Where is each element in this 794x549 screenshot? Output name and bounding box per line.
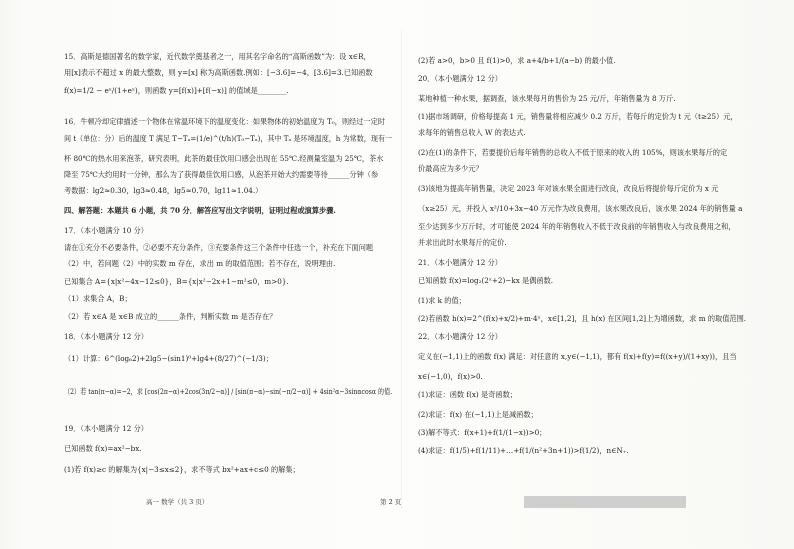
question-line: （2）若 x∈A 是 x∈B 成立的______条件，判断实数 m 是否存在？: [64, 312, 277, 321]
question-line: 19．（本小题满分 12 分）: [64, 424, 148, 433]
column-divider: [401, 30, 402, 510]
question-line: 已知集合 A={x|x²−4x−12≤0}，B={x|x²−2x+1−m²≤0，m>0}.: [64, 277, 289, 286]
question-line: (2)求证：f(x) 在(−1,1)上是减函数；: [418, 410, 538, 419]
question-line: (3)该地为提高年销售量，决定 2023 年对该水果全面进行改良，改良后将提价每斤定价为 x 元: [418, 184, 719, 193]
page-number: 第 2 页: [380, 498, 402, 506]
grey-bar: [524, 496, 686, 508]
question-line: 并求出此时水果每斤的定价.: [418, 238, 507, 247]
question-line: 杯 80℃的热水用来泡茶，研究表明，此茶的最佳饮用口感会出现在 55℃.经测量室温为 25℃，茶水: [64, 154, 384, 163]
question-line: f(x)=1/2 − eˣ/(1+eˣ)，则函数 y=[f(x)]+[f(−x)] 的值域是________.: [64, 86, 289, 95]
question-line: 已知函数 f(x)=log₂(2ˣ+2)−kx 是偶函数.: [418, 276, 554, 285]
question-line: 18．（本小题满分 12 分）: [64, 332, 148, 341]
question-line: (1)求证：函数 f(x) 是奇函数；: [418, 390, 517, 399]
question-line: 16．牛顿冷却定律描述一个物体在常温环境下的温度变化：如果物体的初始温度为 T₀，则经过一定时: [64, 117, 385, 126]
footer-left: 高一 数学（共 3 页）: [146, 498, 209, 506]
question-line: 至少达到多少万斤时，才可能使 2024 年的年销售收入不低于改良前的年销售收入与改良费用之和，: [418, 222, 736, 231]
question-line: （2）中，若问题（2）中的实数 m 存在，求出 m 的取值范围；若不存在，说明理由.: [64, 259, 336, 268]
question-line: (1)据市场调研，价格每提高 1 元，销售量将相应减少 0.2 万斤，若每斤的定价为 t 元（t≥25）元，: [418, 112, 738, 121]
question-line: 15．高斯是德国著名的数学家，近代数学奠基者之一，用其名字命名的“高斯函数”为：设 x∈R，: [64, 52, 371, 61]
question-line: 价最高应为多少元？: [418, 164, 483, 173]
question-line: (2)若函数 h(x)=2^(f(x)+x/2)+m·4ˣ，x∈[1,2]，且 h(x) 在区间[1,2]上为增函数，求 m 的取值范围.: [418, 314, 747, 323]
question-line: (4)求证：f(1/5)+f(1/11)+…+f(1/(n²+3n+1))>f(1/2)，n∈N₊.: [418, 446, 629, 455]
question-line: 20．（本小题满分 12 分）: [418, 74, 502, 83]
question-line: 请在①充分不必要条件，②必要不充分条件，③充要条件这三个条件中任选一个，补充在下面问题: [64, 243, 374, 252]
question-line: (1)求 k 的值；: [418, 296, 466, 305]
question-line: (3)解不等式：f(x+1)+f(1/(1−x))>0；: [418, 428, 547, 437]
question-line: 22．（本小题满分 12 分）: [418, 332, 502, 341]
question-line: 某地种植一种水果，据调查，该水果每月的售价为 25 元/斤，年销售量为 8 万斤.: [418, 94, 676, 103]
question-line: (1)若 f(x)≥c 的解集为{x|−3≤x≤2}，求不等式 bx²+ax+c≤0 的解集；: [64, 465, 300, 474]
question-line: (2)在(1)的条件下，若要提价后每年销售的总收入不低于原来的收入的 105%，则该水果每斤的定: [418, 148, 728, 157]
question-line: 间 t（单位：分）后的温度 T 满足 T−Tₐ=(1/e)^(t/h)(T₀−Tₐ)，其中 Tₐ 是环境温度，h 为常数，现有一: [64, 134, 393, 143]
question-line: 用[x]表示不超过 x 的最大整数，则 y=[x] 称为高斯函数.例如：[−3.6]=−4，[3.6]=3.已知函数: [64, 68, 373, 77]
question-line: 定义在(−1,1)上的函数 f(x) 满足：对任意的 x,y∈(−1,1)，都有 f(x)+f(y)=f((x+y)/(1+xy))，且当: [418, 352, 737, 361]
question-line: （1）求集合 A，B；: [64, 294, 132, 303]
question-line: 21．（本小题满分 12 分）: [418, 258, 502, 267]
question-line: （2）若 tan(π−α)=−2，求 [cos(2π−α)+2cos(3π/2−α)] / [sin(π−α)−sin(−π/2−α)] + 4sin²α−3sinαcosα 的值.: [64, 387, 393, 396]
question-line: 已知函数 f(x)=ax²−bx.: [64, 444, 142, 453]
question-line: 四、解答题：本题共 6 小题，共 70 分．解答应写出文字说明，证明过程或演算步骤.: [64, 206, 336, 215]
question-line: 17．（本小题满分 10 分）: [64, 226, 148, 235]
question-line: 求每年的销售总收入 W 的表达式.: [418, 128, 526, 137]
question-line: x∈(−1,0)，f(x)>0.: [418, 372, 483, 381]
question-line: 考数据：lg2≈0.30，lg3≈0.48，lg5≈0.70，lg11≈1.04.）: [64, 186, 263, 195]
question-line: 降至 75℃大约用时一分钟，那么为了获得最佳饮用口感，从泡茶开始大约需要等待______分钟（参: [64, 170, 379, 179]
question-line: （x≥25）元，并投入 x²/10+3x−40 万元作为改良费用，该水果改良后，该水果 2024 年的销售量 a: [418, 204, 743, 213]
question-line: （1）计算：6^(log₆2)+2lg5−(sin1)⁰+lg4+(8/27)^(−1/3)；: [64, 354, 273, 363]
question-line: (2)若 a>0，b>0 且 f(1)>0，求 a+4/b+1/(a−b) 的最小值.: [418, 56, 616, 65]
